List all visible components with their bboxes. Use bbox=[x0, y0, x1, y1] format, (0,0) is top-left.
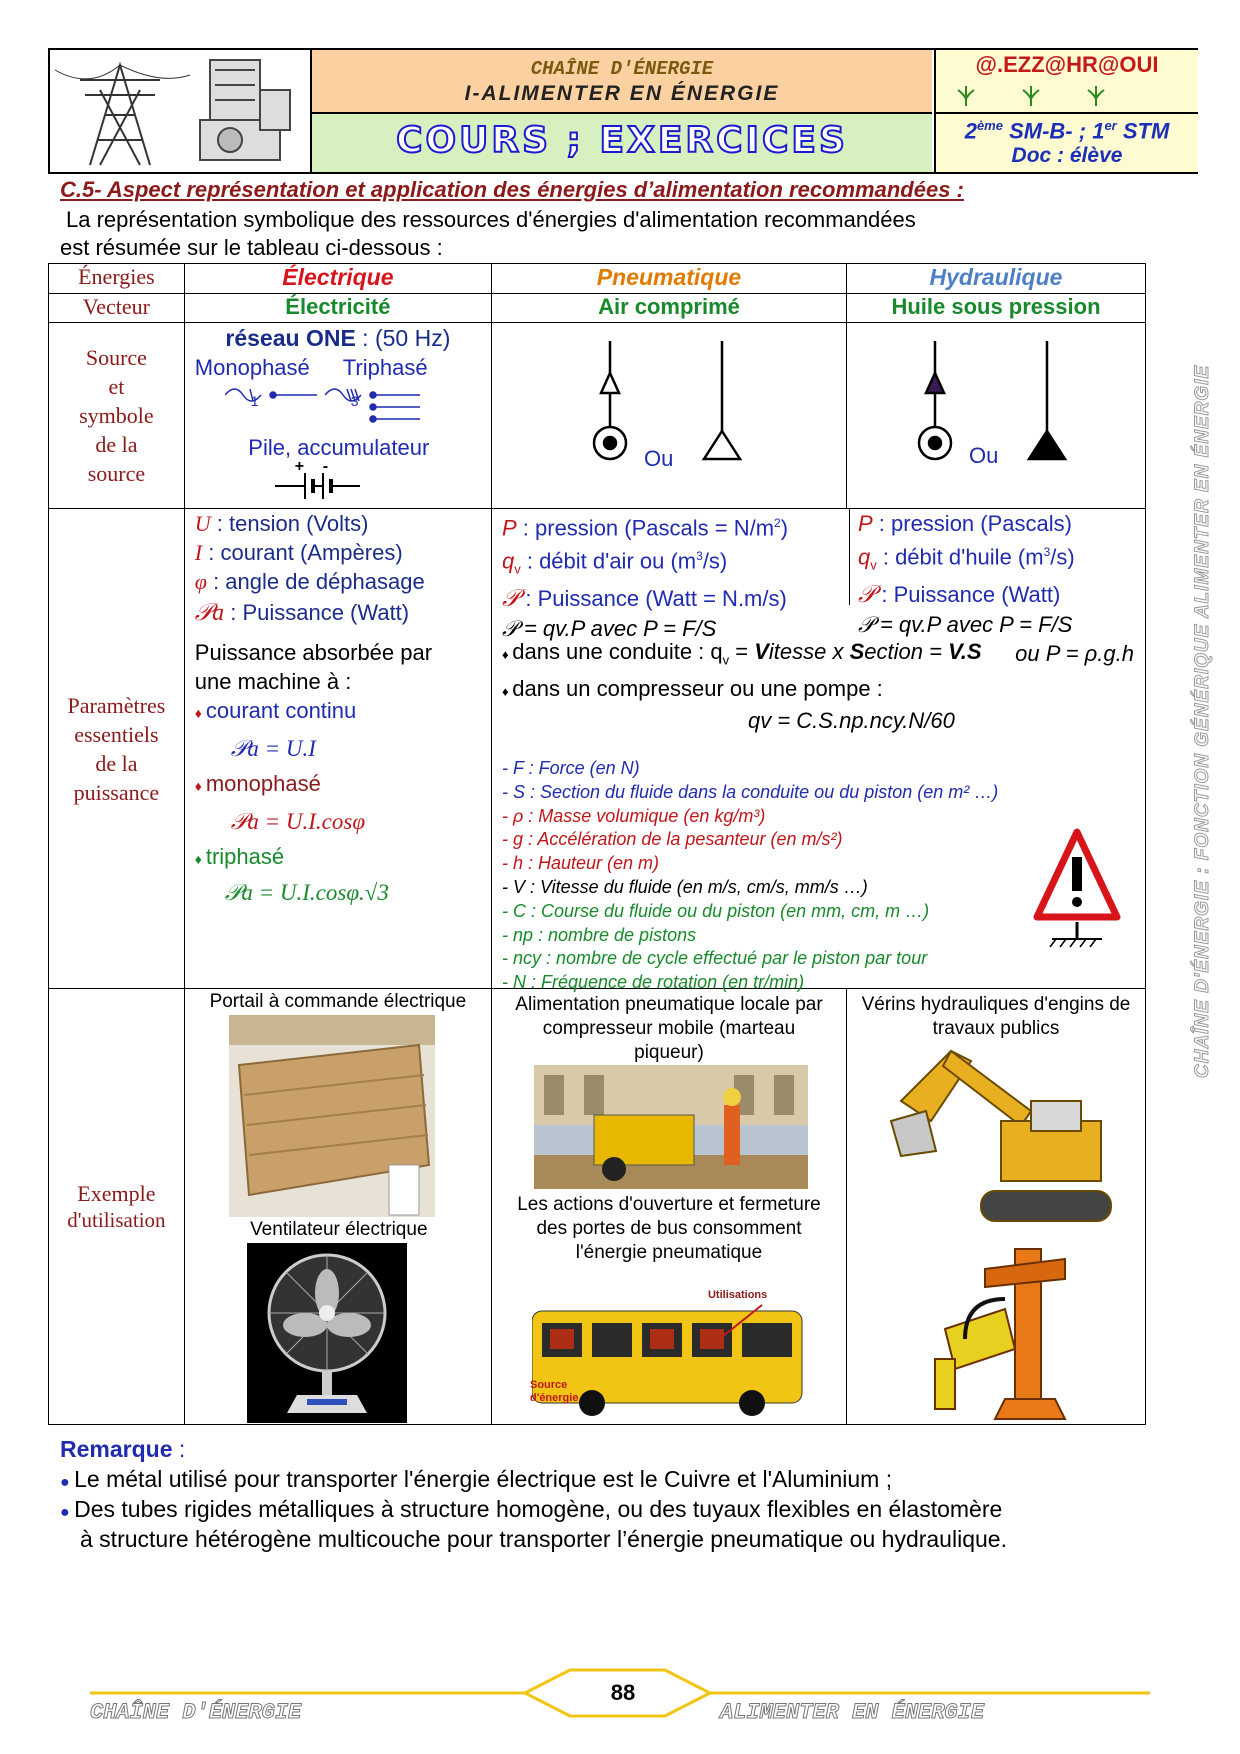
param-i bbox=[195, 538, 491, 567]
side-banner bbox=[1170, 180, 1213, 1080]
bus-source-2: d'énergie bbox=[529, 1392, 579, 1404]
pneu-pw-sym: 𝒫 bbox=[501, 586, 520, 613]
excavator-image bbox=[881, 1041, 1117, 1241]
class-prefix: 2 bbox=[964, 118, 977, 144]
dc-item: ♦ courant continu bbox=[194, 698, 357, 723]
pneu-p: P : pression (Pascals = $N/m^2$) bbox=[501, 515, 789, 541]
energy-table bbox=[48, 263, 1146, 1425]
remark-bullet2-text: Des tubes rigides métalliques à structure homogène, ou des tuyaux flexibles en élastomère bbox=[74, 1496, 1003, 1522]
hydr-ou: Ou bbox=[968, 443, 999, 468]
lesson-title: I-ALIMENTER EN ÉNERGIE bbox=[464, 82, 780, 105]
row-source bbox=[49, 323, 1146, 509]
header-title bbox=[312, 50, 932, 114]
flow-f: S bbox=[849, 639, 865, 664]
elec-examples-cell bbox=[184, 989, 491, 1425]
label-examples bbox=[49, 989, 185, 1425]
label-source-5: source bbox=[87, 461, 146, 486]
garage-door-image bbox=[229, 1015, 435, 1217]
battery-symbol bbox=[275, 471, 365, 501]
hydr-q-end: /s) bbox=[1050, 544, 1075, 570]
intro-line2: est résumée sur le tableau ci-dessous : bbox=[60, 235, 443, 260]
label-params-4: puissance bbox=[73, 779, 160, 805]
bus-utilisations: Utilisations bbox=[707, 1289, 768, 1301]
remark-title-text: Remarque bbox=[60, 1436, 173, 1462]
intro-line1: La représentation symbolique des ressources d'énergies d'alimentation recommandées bbox=[66, 207, 916, 232]
flow-block bbox=[502, 637, 1142, 735]
remark-bullet1: ● Le métal utilisé pour transporter l'énergie électrique est le Cuivre et l'Aluminium ; bbox=[60, 1466, 893, 1492]
pneu-caption2: Les actions d'ouverture et fermeture des portes de bus consomment l'énergie pneumatique bbox=[517, 1194, 821, 1263]
flow-b: v bbox=[722, 652, 730, 668]
pneu-p-sym: P bbox=[501, 515, 517, 541]
class-sup1: ème bbox=[976, 118, 1003, 133]
dc-formula: 𝒫a = U.I bbox=[230, 736, 316, 761]
legend-item: - F : Force (en N) bbox=[501, 758, 640, 778]
hydraulic-arm-image bbox=[925, 1239, 1075, 1423]
pneu-q-sub: v bbox=[514, 562, 521, 578]
label-params-3: de la bbox=[95, 750, 138, 776]
vector-huile: Huile sous pression bbox=[846, 294, 1145, 323]
hydr-pw-txt: : Puissance (Watt) bbox=[875, 581, 1061, 607]
remark-bullet2b: à structure hétérogène multicouche pour transporter l’énergie pneumatique ou hydraulique. bbox=[80, 1526, 1007, 1552]
banner-text: COURS ; EXERCICES bbox=[396, 120, 848, 161]
hydr-formula: 𝒫 = qv.P avec P = F/S bbox=[857, 611, 1073, 637]
flow-comp-formula: qv = C.S.np.ncy.N/60 bbox=[747, 708, 955, 734]
hydraulic-source-symbol bbox=[847, 323, 1145, 503]
remark-bullet2: ● Des tubes rigides métalliques à structure homogène, ou des tuyaux flexibles en élastomère bbox=[60, 1496, 1003, 1522]
pneu-power bbox=[502, 584, 842, 614]
p-symbol: 𝒫a bbox=[194, 600, 225, 626]
phi-text: : angle de déphasage bbox=[206, 569, 425, 594]
pneu-source-cell bbox=[491, 323, 846, 509]
flow-e: itesse x bbox=[768, 639, 850, 664]
footer-left: CHAÎNE D'ÉNERGIE bbox=[90, 1700, 302, 1725]
variable-legend bbox=[502, 757, 1102, 995]
row-examples bbox=[49, 989, 1146, 1425]
tri-param-label: triphasé bbox=[205, 844, 285, 869]
elec-params-cell bbox=[184, 509, 491, 989]
label-params-2: essentiels bbox=[74, 721, 159, 747]
hydr-power bbox=[858, 580, 1148, 610]
flow-a: dans une conduite : q bbox=[512, 639, 723, 664]
class-mid: SM-B- ; 1 bbox=[1002, 118, 1105, 144]
label-source-3: symbole bbox=[79, 403, 154, 428]
flower-icons bbox=[936, 78, 1198, 108]
class-sup2: er bbox=[1104, 118, 1117, 133]
tri-formula: 𝒫a = U.I.cosφ.√3 bbox=[224, 880, 389, 905]
class-box bbox=[934, 114, 1198, 172]
hydr-source-cell bbox=[846, 323, 1145, 509]
legend-item: - C : Course du fluide ou du piston (en mm, cm, m …) bbox=[501, 900, 930, 921]
legend-item: - ρ : Masse volumique (en kg/m³) bbox=[501, 805, 766, 826]
label-source-4: de la bbox=[95, 432, 138, 457]
hydr-q-txt: : débit d'huile (m bbox=[876, 544, 1044, 570]
header-illustration bbox=[50, 50, 312, 172]
param-phi bbox=[195, 567, 491, 596]
chapter-title: CHAÎNE D'ÉNERGIE bbox=[530, 58, 714, 80]
hydr-q bbox=[858, 538, 1148, 580]
hydr-formula2: ou P = ρ.g.h bbox=[1015, 640, 1134, 666]
pneu-p-txt: : pression (Pascals = N/m bbox=[516, 515, 775, 541]
flow-h: V.S bbox=[948, 639, 982, 664]
mono-formula: 𝒫a = U.I.cosφ bbox=[230, 809, 366, 834]
label-energies: Énergies bbox=[49, 264, 185, 294]
ventilateur-caption: Ventilateur électrique bbox=[250, 1219, 428, 1240]
hydr-q-sub: v bbox=[870, 557, 877, 573]
legend-item: - h : Hauteur (en m) bbox=[501, 853, 660, 874]
vector-air: Air comprimé bbox=[491, 294, 846, 323]
pneu-pw-txt: : Puissance (Watt = N.m/s) bbox=[519, 586, 787, 612]
legend-item: - ncy : nombre de cycle effectué par le piston par tour bbox=[501, 948, 928, 969]
u-symbol: U bbox=[194, 511, 211, 536]
label-source-2: et bbox=[108, 374, 125, 399]
mono-n1: 1 bbox=[250, 393, 259, 409]
u-text: : tension (Volts) bbox=[210, 511, 369, 536]
param-u bbox=[195, 509, 491, 538]
label-params bbox=[49, 509, 185, 989]
label-source-1: Source bbox=[85, 345, 147, 370]
row-energies bbox=[49, 264, 1146, 294]
class-label bbox=[936, 118, 1198, 144]
mono-label: Monophasé bbox=[194, 355, 310, 380]
class-suffix: STM bbox=[1116, 118, 1170, 144]
row-params bbox=[49, 509, 1146, 989]
pneu-q-sym: q bbox=[501, 548, 515, 574]
hydr-caption: Vérins hydrauliques d'engins de travaux publics bbox=[861, 994, 1131, 1039]
label-params-1: Paramètres bbox=[67, 692, 166, 718]
bus-source-1: Source bbox=[529, 1379, 568, 1391]
network-freq: : (50 Hz) bbox=[355, 325, 451, 351]
row-vecteur bbox=[49, 294, 1146, 323]
fan-image bbox=[247, 1243, 407, 1423]
remark-colon: : bbox=[172, 1436, 186, 1462]
pneu-caption1: Alimentation pneumatique locale par compresseur mobile (marteau piqueur) bbox=[515, 994, 823, 1063]
pneu-q-sup: 3 bbox=[696, 549, 703, 564]
pneu-formula: 𝒫 = qv.P avec P = F/S bbox=[501, 616, 717, 642]
flow-comp: ♦ dans un compresseur ou une pompe : bbox=[501, 676, 883, 702]
hydr-pw-sym: 𝒫 bbox=[857, 581, 876, 608]
legend-item: - N : Fréquence de rotation (en tr/min) bbox=[501, 972, 805, 993]
remark-title bbox=[60, 1436, 185, 1463]
flow-conduit: ♦ dans une conduite : $q_v$ = Vitesse x Section = V.S bbox=[501, 639, 982, 668]
pneu-examples-cell bbox=[491, 989, 846, 1425]
pile-plus: + bbox=[294, 458, 305, 475]
absorbed-line1: Puissance absorbée par bbox=[194, 640, 433, 665]
page-number: 88 bbox=[610, 1680, 636, 1705]
side-banner-text: CHAÎNE D'ÉNERGIE : FONCTION GÉNÉRIQUE ALIMENTER EN ÉNERGIE bbox=[1192, 364, 1213, 1078]
tri-item: ♦ triphasé bbox=[194, 844, 285, 869]
compressor-image bbox=[534, 1065, 808, 1189]
param-p bbox=[195, 598, 491, 628]
pneu-q-end: /s) bbox=[702, 548, 728, 574]
i-text: : courant (Ampères) bbox=[202, 540, 403, 565]
flow-c: = bbox=[729, 639, 755, 664]
footer-right: ALIMENTER EN ÉNERGIE bbox=[720, 1700, 985, 1725]
header-box bbox=[48, 48, 1198, 174]
tri-n3: 3 bbox=[350, 393, 359, 409]
flow-d: V bbox=[754, 639, 769, 664]
pneu-p-sup: 2 bbox=[774, 516, 781, 530]
pneu-q-txt: : débit d'air ou (m bbox=[520, 548, 697, 574]
hydr-q-sym: q bbox=[857, 544, 871, 570]
legend-item: - g : Accélération de la pesanteur (en m/s²) bbox=[501, 829, 843, 850]
legend-item: - V : Vitesse du fluide (en m/s, cm/s, mm/s …) bbox=[501, 876, 868, 897]
energy-electrique: Électrique bbox=[184, 264, 491, 294]
phi-symbol: φ bbox=[194, 569, 207, 594]
author bbox=[936, 52, 1198, 78]
pneu-q bbox=[502, 542, 842, 584]
params-divider bbox=[849, 509, 850, 605]
p-text: : Puissance (Watt) bbox=[224, 600, 410, 625]
banner bbox=[312, 114, 932, 172]
author-text: @.EZZ@HR@OUI bbox=[975, 52, 1159, 77]
remark-bullet1-text: Le métal utilisé pour transporter l'énergie électrique est le Cuivre et l'Aluminium ; bbox=[74, 1466, 893, 1492]
hydr-examples-cell bbox=[846, 989, 1145, 1425]
section-heading: C.5- Aspect représentation et application des énergies d’alimentation recommandées : bbox=[60, 177, 964, 202]
author-box bbox=[934, 50, 1198, 114]
pneu-params bbox=[502, 509, 842, 643]
label-source bbox=[49, 323, 185, 509]
flow-g: ection = bbox=[864, 639, 949, 664]
warning-icon bbox=[1032, 827, 1122, 957]
label-ex-1: Exemple bbox=[77, 1180, 156, 1206]
energy-hydraulique: Hydraulique bbox=[846, 264, 1145, 294]
bus-source bbox=[530, 1379, 578, 1405]
hydr-p-sym: P bbox=[857, 511, 873, 536]
vector-electricite: Électricité bbox=[184, 294, 491, 323]
pile-minus: - bbox=[322, 458, 329, 475]
absorbed-line2: une machine à : bbox=[194, 669, 352, 694]
legend-item: - S : Section du fluide dans la conduite ou du piston (en m² …) bbox=[501, 781, 999, 802]
hydr-q-sup: 3 bbox=[1043, 545, 1051, 559]
label-vecteur: Vecteur bbox=[49, 294, 185, 323]
hydr-p-txt: : pression (Pascals) bbox=[872, 511, 1072, 536]
legend-item: - np : nombre de pistons bbox=[501, 924, 697, 945]
hydr-p bbox=[858, 509, 1148, 538]
pneumatic-source-symbol bbox=[492, 323, 846, 503]
energy-pneumatique: Pneumatique bbox=[491, 264, 846, 294]
flow-comp-text: dans un compresseur ou une pompe : bbox=[512, 676, 883, 702]
doc-label: Doc : élève bbox=[1011, 144, 1123, 168]
mono-param-label: monophasé bbox=[205, 771, 321, 796]
label-ex-2: d'utilisation bbox=[67, 1207, 166, 1232]
elec-network bbox=[185, 325, 491, 352]
fluid-params-cell bbox=[491, 509, 1145, 993]
dc-label: courant continu bbox=[205, 698, 357, 723]
mono-item: ♦ monophasé bbox=[194, 771, 321, 796]
pile-label: Pile, accumulateur bbox=[248, 435, 430, 460]
tri-label: Triphasé bbox=[342, 355, 428, 380]
portail-caption: Portail à commande électrique bbox=[209, 991, 467, 1012]
pneu-ou: Ou bbox=[643, 446, 674, 471]
i-symbol: I bbox=[194, 540, 203, 565]
elec-source-cell bbox=[184, 323, 491, 509]
network-name: réseau ONE bbox=[225, 325, 356, 351]
